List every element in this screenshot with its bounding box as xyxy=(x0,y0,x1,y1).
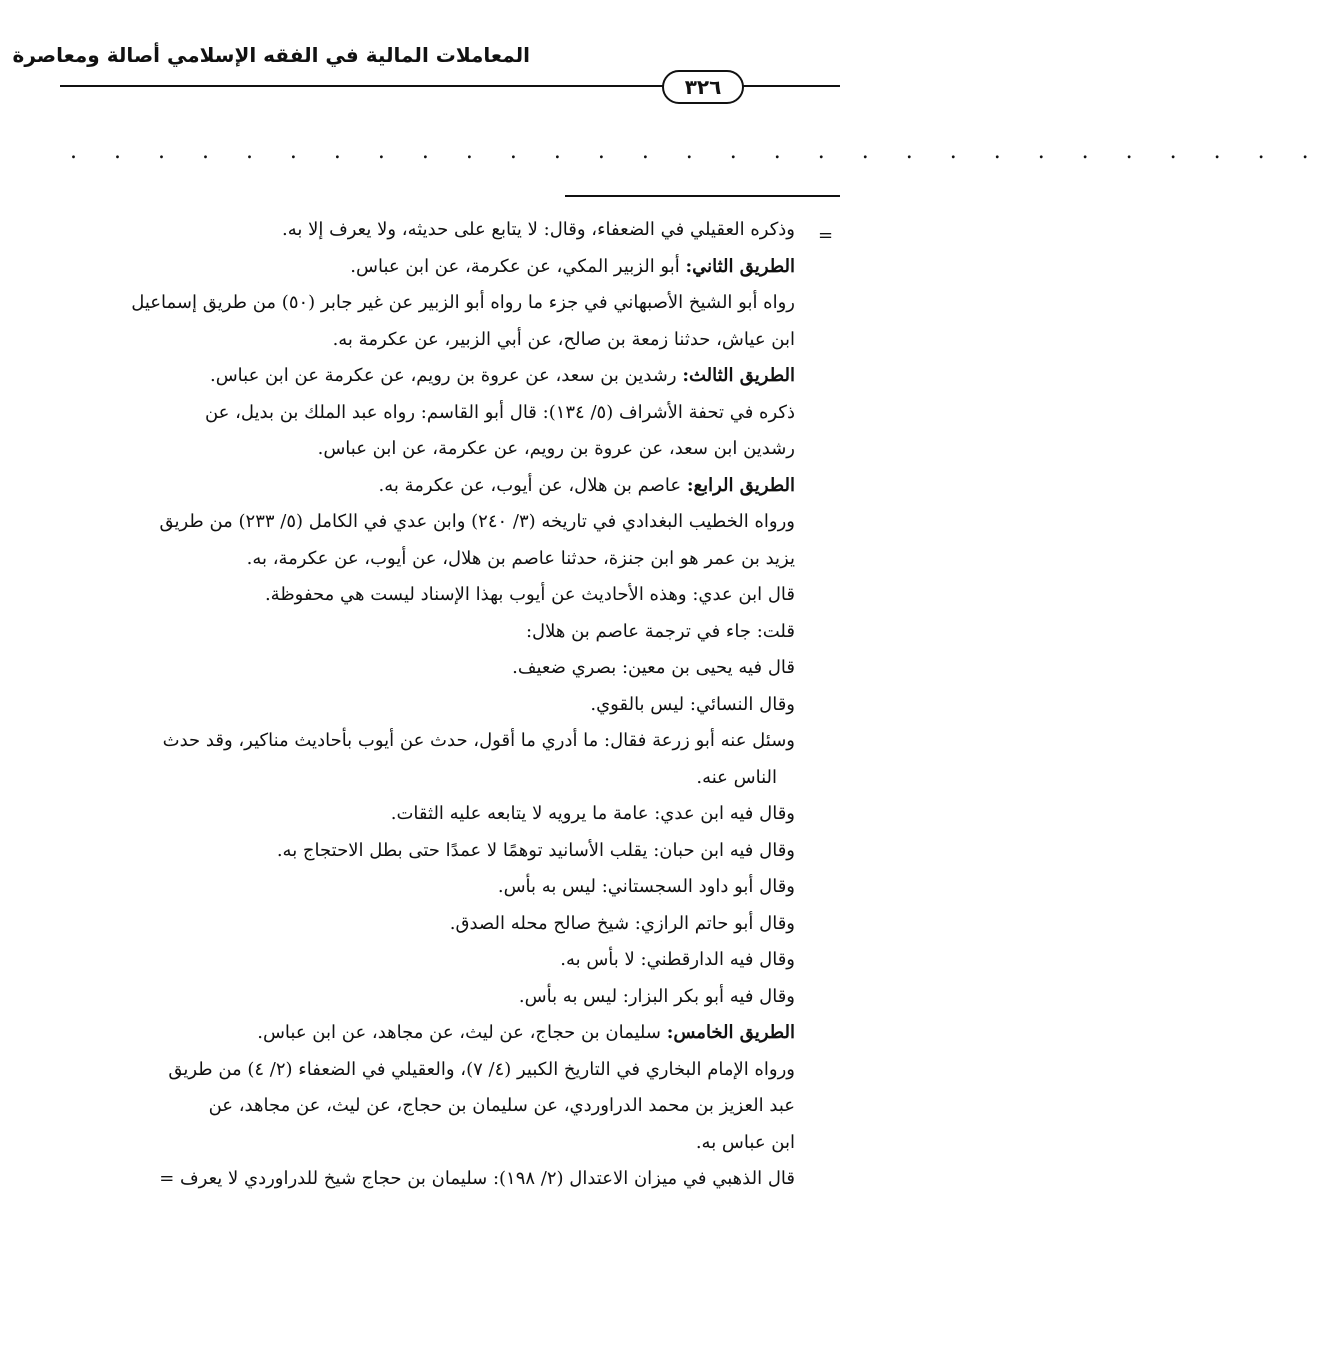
text-line: وقال أبو حاتم الرازي: شيخ صالح محله الصدق. xyxy=(449,912,795,934)
text-line: قال ابن عدي: وهذه الأحاديث عن أيوب بهذا الإسناد ليست هي محفوظة. xyxy=(264,584,795,605)
text-line xyxy=(65,358,795,395)
text-span: أبو الزبير المكي، عن عكرمة، عن ابن عباس. xyxy=(350,255,686,277)
section-heading: الطريق الثاني: xyxy=(685,255,795,277)
text-line: قلت: جاء في ترجمة عاصم بن هلال: xyxy=(525,620,795,642)
text-line: رشدين ابن سعد، عن عروة بن رويم، عن عكرمة، عن ابن عباس. xyxy=(317,438,795,459)
text-line: وقال فيه الدارقطني: لا بأس به. xyxy=(560,949,795,970)
text-line: ورواه الخطيب البغدادي في تاريخه (٣/ ٢٤٠) وابن عدي في الكامل (٥/ ٢٣٣) من طريق xyxy=(159,511,795,532)
text-line: رواه أبو الشيخ الأصبهاني في جزء ما رواه أبو الزبير عن غير جابر (٥٠) من طريق إسماعيل xyxy=(131,292,795,313)
text-line: وقال فيه ابن حبان: يقلب الأسانيد توهمًا لا عمدًا حتى بطل الاحتجاج به. xyxy=(276,839,795,861)
text-line xyxy=(65,1015,795,1052)
text-line: ورواه الإمام البخاري في التاريخ الكبير (٤/ ٧)، والعقيلي في الضعفاء (٢/ ٤) من طريق xyxy=(168,1058,795,1080)
page-number-badge: ٣٢٦ xyxy=(662,70,744,104)
text-line: يزيد بن عمر هو ابن جنزة، حدثنا عاصم بن هلال، عن أيوب، عن عكرمة، به. xyxy=(246,547,795,569)
footnote-rule xyxy=(565,195,840,197)
running-header-title: المعاملات المالية في الفقه الإسلامي أصالة ومعاصرة xyxy=(12,43,530,67)
text-line: وقال فيه أبو بكر البزار: ليس به بأس. xyxy=(518,985,795,1007)
text-line xyxy=(65,249,795,286)
text-line: وذكره العقيلي في الضعفاء، وقال: لا يتابع على حديثه، ولا يعرف إلا به. xyxy=(282,219,795,240)
text-line: ابن عياش، حدثنا زمعة بن صالح، عن أبي الزبير، عن عكرمة به. xyxy=(332,328,795,350)
text-line: الناس عنه. xyxy=(696,766,777,788)
text-line: قال فيه يحيى بن معين: بصري ضعيف. xyxy=(512,657,795,678)
text-line: ذكره في تحفة الأشراف (٥/ ١٣٤): قال أبو القاسم: رواه عبد الملك بن بديل، عن xyxy=(204,401,795,423)
text-line: وقال فيه ابن عدي: عامة ما يرويه لا يتابعه عليه الثقات. xyxy=(390,803,795,824)
section-heading: الطريق الثالث: xyxy=(682,365,795,386)
text-line: وسئل عنه أبو زرعة فقال: ما أدري ما أقول، حدث عن أيوب بأحاديث مناكير، وقد حدث xyxy=(162,730,795,751)
text-span: سليمان بن حجاج، عن ليث، عن مجاهد، عن ابن عباس. xyxy=(257,1022,667,1043)
section-heading: الطريق الخامس: xyxy=(666,1022,795,1043)
text-line: قال الذهبي في ميزان الاعتدال (٢/ ١٩٨): سليمان بن حجاج شيخ للدراوردي لا يعرف = xyxy=(159,1168,795,1189)
section-heading: الطريق الرابع: xyxy=(686,474,795,496)
text-line: وقال أبو داود السجستاني: ليس به بأس. xyxy=(497,876,795,897)
text-span: رشدين بن سعد، عن عروة بن رويم، عن عكرمة عن ابن عباس. xyxy=(209,365,683,386)
continuation-mark: = xyxy=(818,225,834,246)
text-line: ابن عباس به. xyxy=(695,1131,795,1153)
text-line: عبد العزيز بن محمد الدراوردي، عن سليمان بن حجاج، عن ليث، عن مجاهد، عن xyxy=(208,1095,795,1116)
text-line: وقال النسائي: ليس بالقوي. xyxy=(590,693,795,715)
text-line xyxy=(65,468,795,505)
body-text xyxy=(65,212,795,1198)
text-span: عاصم بن هلال، عن أيوب، عن عكرمة به. xyxy=(378,474,687,496)
dotted-separator: . . . . . . . . . . . . . . . . . . . . . . . . . . . . . xyxy=(70,139,1324,164)
